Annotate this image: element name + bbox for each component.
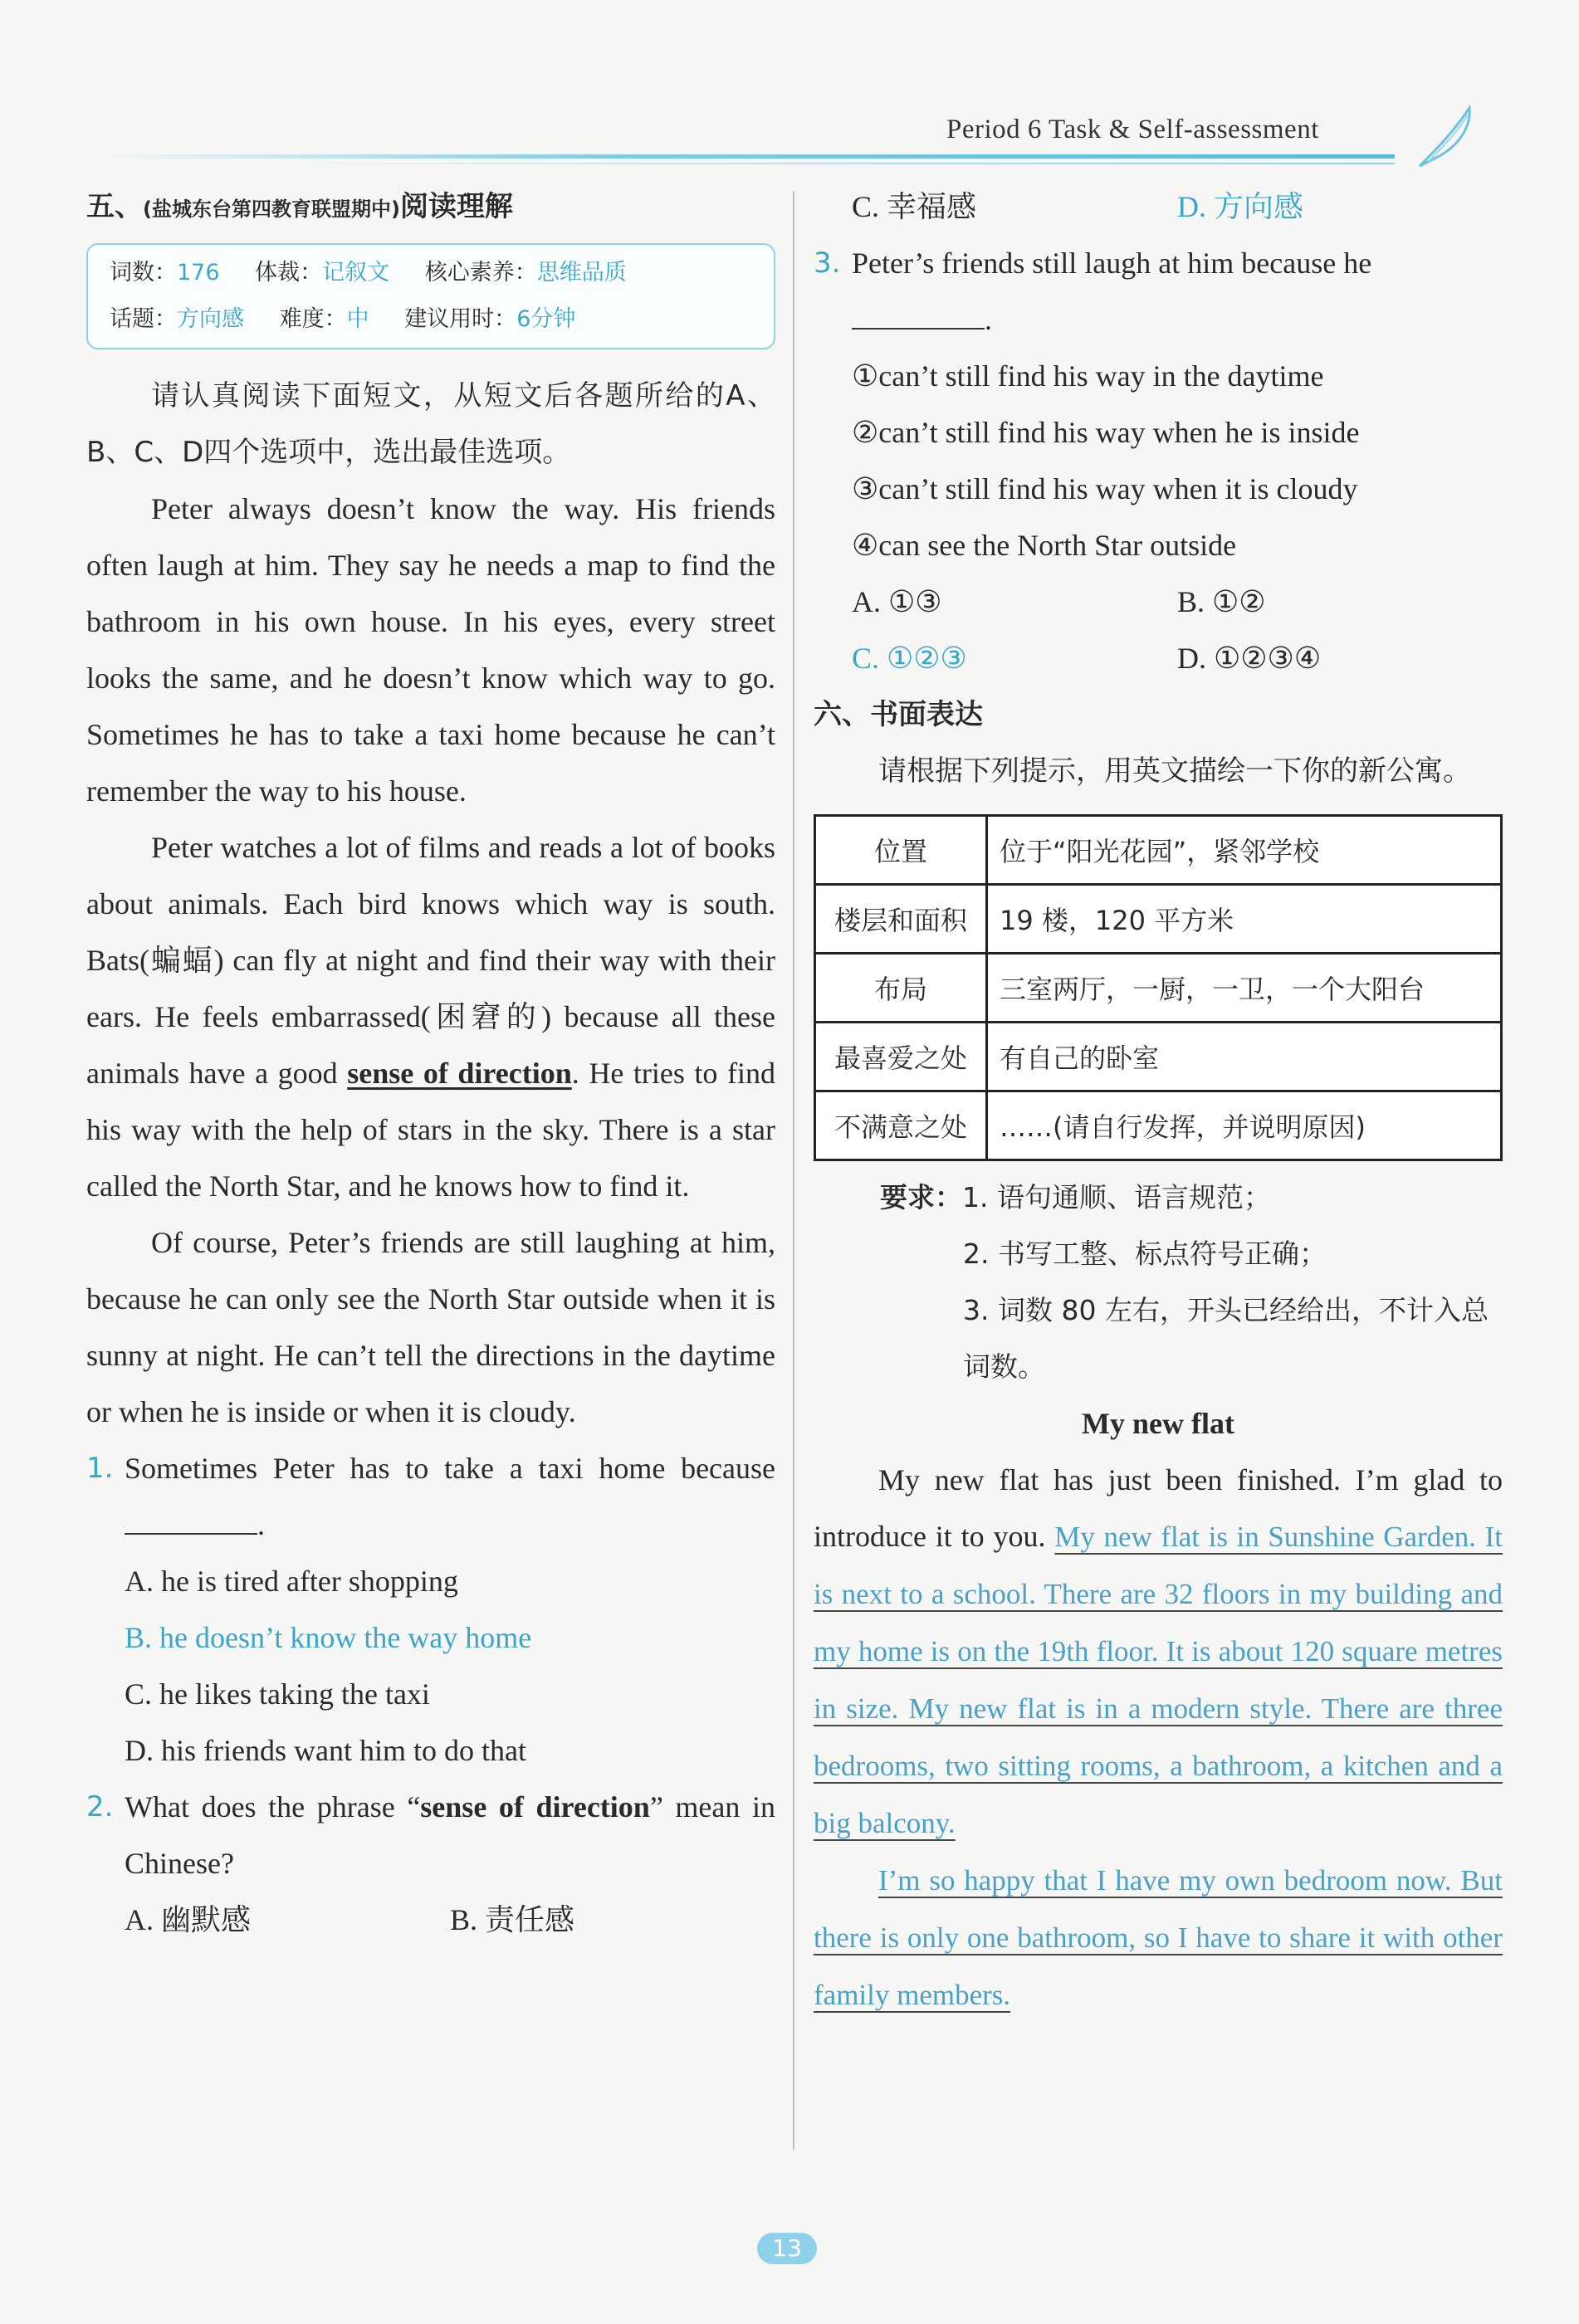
writing-prompt-table xyxy=(814,814,1503,1161)
passage-paragraph-3: Of course, Peter’s friends are still laughing at him, because he can only see the North Star outside when it is sunny at night. He can’t tell the directions in the daytime or when he is inside or when it is cloudy. xyxy=(86,1226,775,1428)
q3-options-cd xyxy=(814,630,1503,686)
q1-option-a: A. he is tired after shopping xyxy=(125,1565,458,1598)
q3-option-a: A. ①③ xyxy=(852,585,942,618)
q2-option-b: B. 责任感 xyxy=(450,1903,575,1936)
q3-item-4: ④can see the North Star outside xyxy=(852,529,1237,562)
question-1: 1. Sometimes Peter has to take a taxi home because . xyxy=(86,1452,775,1541)
question-2: 2. What does the phrase “sense of direction” mean in Chinese? xyxy=(86,1790,775,1880)
table-row: 位置 位于“阳光花园”，紧邻学校 xyxy=(815,816,1502,885)
page-header xyxy=(0,0,1579,166)
feather-icon xyxy=(1411,100,1486,174)
table-row: 楼层和面积 19 楼，120 平方米 xyxy=(815,885,1502,954)
left-column xyxy=(86,178,775,1948)
table-row: 最喜爱之处 有自己的卧室 xyxy=(815,1023,1502,1091)
writing-instruction: 请根据下列提示，用英文描绘一下你的新公寓。 xyxy=(878,754,1471,788)
passage-paragraph-1: Peter always doesn’t know the way. His friends often laugh at him. They say he needs a map to find the bathroom in his own house. In his eyes, every street looks the same, and he doesn’t know which way to go. Sometimes he has to take a taxi home because he can’t remember the way to his house. xyxy=(86,492,775,808)
section5-heading: 五、(盐城东台第四教育联盟期中)阅读理解 xyxy=(86,190,513,223)
section6-heading: 六、书面表达 xyxy=(814,698,983,731)
page-number: 13 xyxy=(757,2233,817,2264)
q3-item-3: ③can’t still find his way when it is cloudy xyxy=(852,472,1358,505)
table-row: 布局 三室两厅，一厨，一卫，一个大阳台 xyxy=(815,954,1502,1023)
essay-paragraph-1: My new flat has just been finished. I’m glad to introduce it to you. My new flat is in Sunshine Garden. It is next to a school. There are 32 floors in my building and my home is on the 19th floor. It is about 120 square metres in size. My new flat is in a modern style. There are three bedrooms, two sitting rooms, a bathroom, a kitchen and a big balcony. xyxy=(814,1463,1503,1839)
info-row-2: 话题：方向感 难度：中 建议用时：6分钟 xyxy=(110,306,576,332)
writing-requirements: 要求： 1. 语句通顺、语言规范； 2. 书写工整、标点符号正确； 3. 词数 80 左右，开头已经给出，不计入总词数。 xyxy=(814,1169,1503,1395)
header-rule xyxy=(100,154,1395,159)
requirement-3: 3. 词数 80 左右，开头已经给出，不计入总词数。 xyxy=(963,1294,1489,1383)
header-rule-thin xyxy=(249,163,1395,164)
q2-options-ab xyxy=(86,1892,775,1948)
q2-options-cd xyxy=(814,178,1503,235)
passage-paragraph-2: Peter watches a lot of films and reads a lot of books about animals. Each bird knows which way is south. Bats(蝙蝠) can fly at night and find their way with their ears. He feels embarrassed(困窘的) because all these animals have a good sense of direction. He tries to find his way with the help of stars in the sky. There is a star called the North Star, and he knows how to find it. xyxy=(86,831,776,1203)
question-3: 3. Peter’s friends still laugh at him because he . xyxy=(814,247,1372,336)
q2-option-c: C. 幸福感 xyxy=(852,190,977,223)
q1-option-d: D. his friends want him to do that xyxy=(125,1734,526,1767)
q2-option-a: A. 幽默感 xyxy=(125,1903,251,1936)
column-divider xyxy=(793,191,794,2150)
header-title: Period 6 Task & Self-assessment xyxy=(946,115,1319,144)
essay-answer-1: My new flat is in Sunshine Garden. It is next to a school. There are 32 floors in my building and my home is on the 19th floor. It is about 120 square metres in size. My new flat is in a modern style. There are three bedrooms, two sitting rooms, a bathroom, a kitchen and a big balcony. xyxy=(814,1521,1503,1839)
table-row: 不满意之处 ……(请自行发挥，并说明原因) xyxy=(815,1091,1502,1160)
q3-option-c-answer: C. ①②③ xyxy=(852,642,967,675)
q3-options-ab xyxy=(814,574,1503,630)
q3-option-d: D. ①②③④ xyxy=(1177,642,1322,675)
q1-option-c: C. he likes taking the taxi xyxy=(125,1677,430,1711)
q3-item-2: ②can’t still find his way when he is inside xyxy=(852,416,1360,449)
passage-info-box xyxy=(86,243,775,349)
right-column xyxy=(814,178,1503,2024)
reading-instruction: 请认真阅读下面短文，从短文后各题所给的A、B、C、D四个选项中，选出最佳选项。 xyxy=(86,379,775,469)
answer-blank xyxy=(125,1508,257,1535)
q1-option-b-answer: B. he doesn’t know the way home xyxy=(125,1621,532,1654)
q3-item-1: ①can’t still find his way in the daytime xyxy=(852,359,1324,393)
info-row-1: 词数：176 体裁：记叙文 核心素养：思维品质 xyxy=(110,260,627,286)
q2-option-d-answer: D. 方向感 xyxy=(1177,190,1303,223)
answer-blank xyxy=(852,303,985,330)
essay-paragraph-2 xyxy=(814,1852,1503,2024)
essay-title: My new flat xyxy=(1082,1407,1234,1440)
q3-option-b: B. ①② xyxy=(1177,585,1266,618)
essay-answer-2: I’m so happy that I have my own bedroom now. But there is only one bathroom, so I have to share it with other family members. xyxy=(814,1864,1503,2011)
